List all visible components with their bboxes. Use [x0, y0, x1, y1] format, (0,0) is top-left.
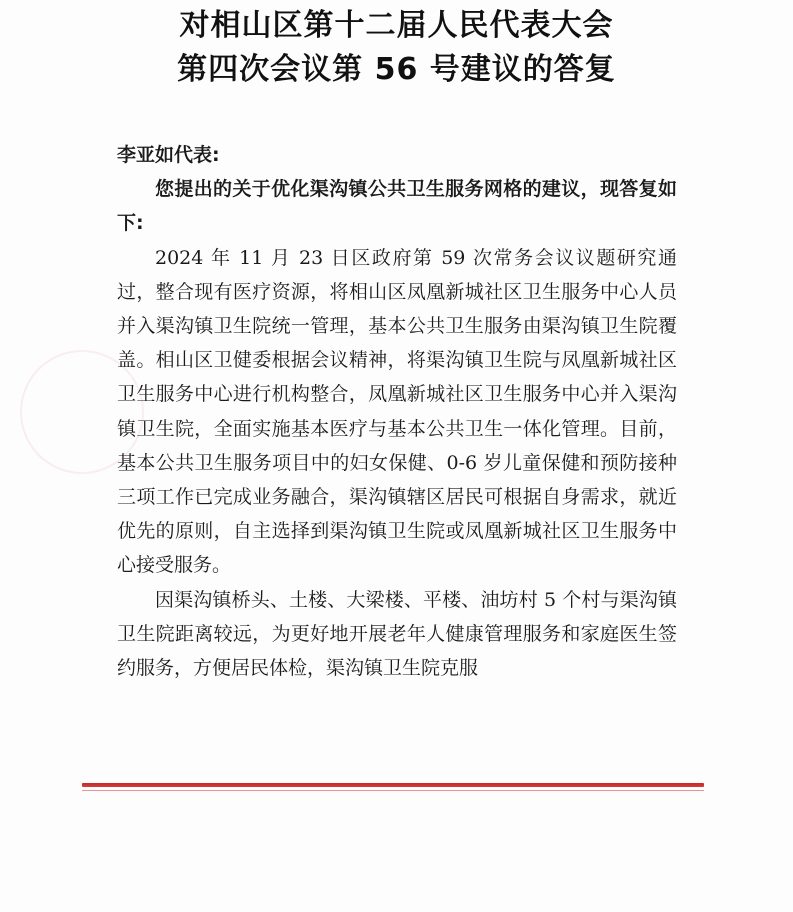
salutation: 李亚如代表: [117, 144, 220, 166]
body-paragraph-2: 因渠沟镇桥头、土楼、大梁楼、平楼、油坊村 5 个村与渠沟镇卫生院距离较远，为更好地开展老年人健康管理服务和家庭医生签约服务，方便居民体检，渠沟镇卫生院克服 [117, 588, 677, 680]
document-title-line-1: 对相山区第十二届人民代表大会 [179, 8, 614, 43]
red-divider-line-thin [82, 790, 704, 791]
red-divider-line [82, 783, 704, 787]
document-body [117, 138, 677, 685]
body-paragraph-1: 2024 年 11 月 23 日区政府第 59 次常务会议议题研究通过，整合现有医疗资源，将相山区凤凰新城社区卫生服务中心人员并入渠沟镇卫生院统一管理，基本公共卫生服务由渠沟镇卫生院覆盖。相山区卫健委根据会议精神，将渠沟镇卫生院与凤凰新城社区卫生服务中心进行机构整合，凤凰新城社区卫生服务中心并入渠沟镇卫生院，全面实施基本医疗与基本公共卫生一体化管理。目前，基本公共卫生服务项目中的妇女保健、0-6 岁儿童保健和预防接种三项工作已完成业务融合，渠沟镇辖区居民可根据自身需求，就近优先的原则，自主选择到渠沟镇卫生院或凤凰新城社区卫生服务中心接受服务。 [117, 246, 677, 577]
document-title-line-2: 第四次会议第 56 号建议的答复 [177, 52, 616, 87]
lead-paragraph: 您提出的关于优化渠沟镇公共卫生服务网格的建议，现答复如下: [117, 178, 677, 235]
